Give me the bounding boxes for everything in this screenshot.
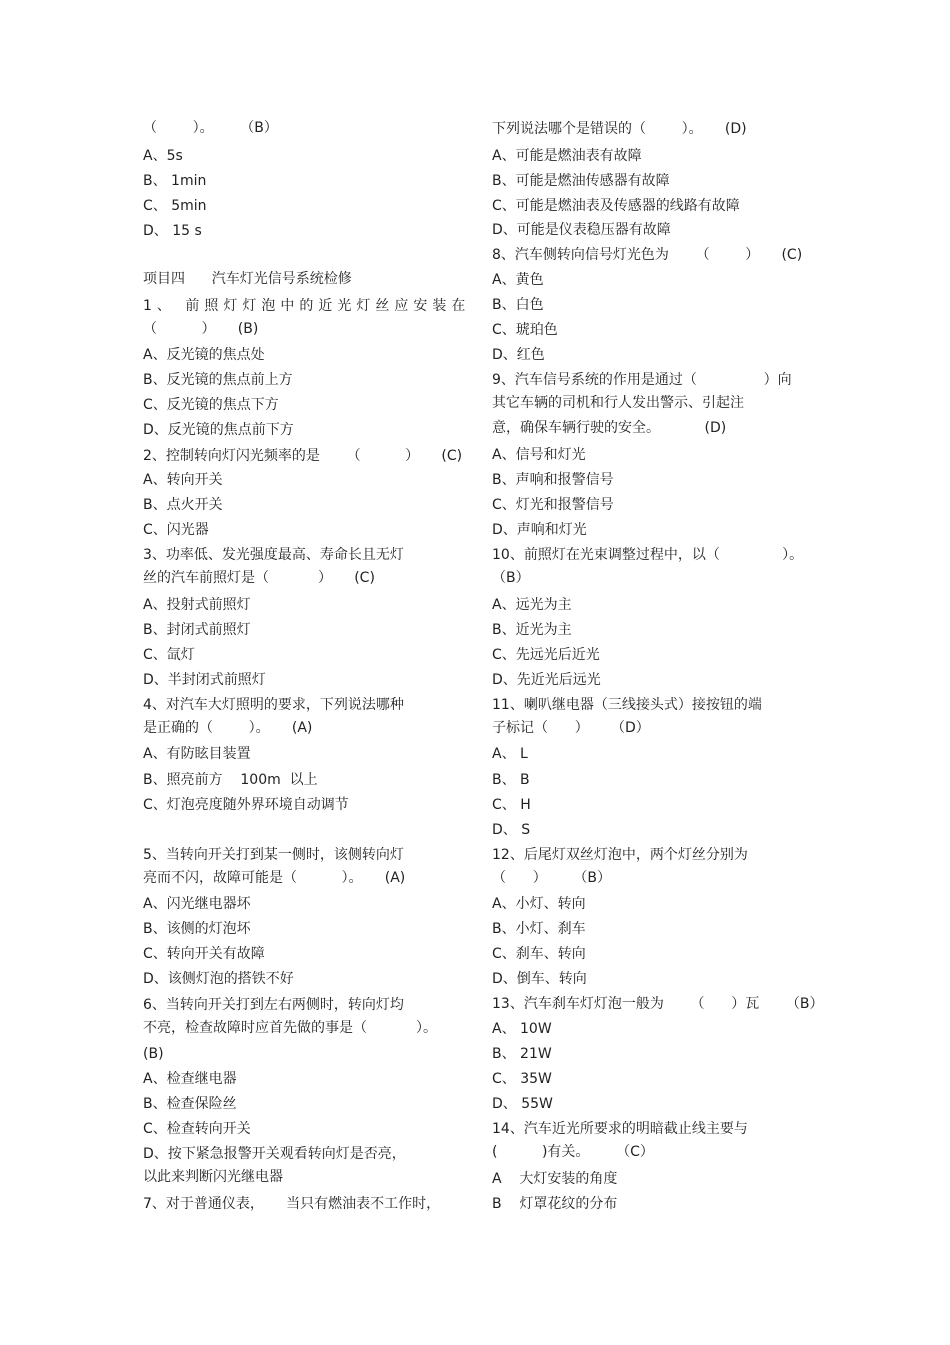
- right-column-line: A、信号和灯光: [492, 447, 586, 463]
- left-column-line: C、 5min: [143, 198, 207, 214]
- left-column-line: (B): [143, 1046, 164, 1062]
- left-column-line: C、转向开关有故障: [143, 946, 265, 962]
- left-column-line: A、投射式前照灯: [143, 597, 251, 613]
- left-column-line: 不亮，检查故障时应首先做的事是（ ）。: [143, 1020, 437, 1036]
- left-column-line: 亮而不闪，故障可能是（ ）。 (A): [143, 870, 406, 886]
- right-column-line: B、 B: [492, 772, 530, 788]
- right-column-line: （B）: [492, 570, 530, 586]
- left-column-line: 项目四 汽车灯光信号系统检修: [143, 271, 352, 287]
- left-column-line: C、反光镜的焦点下方: [143, 397, 279, 413]
- left-column-line: 7、对于普通仪表， 当只有燃油表不工作时，: [143, 1196, 441, 1212]
- left-column-line: D、半封闭式前照灯: [143, 672, 266, 688]
- left-column-line: C、氙灯: [143, 647, 195, 663]
- right-column-line: A、 L: [492, 746, 528, 762]
- left-column-line: 3、功率低、发光强度最高、寿命长且无灯: [143, 547, 404, 563]
- right-column-line: 其它车辆的司机和行人发出警示、引起注: [492, 395, 744, 411]
- right-column-line: A、 10W: [492, 1021, 552, 1037]
- left-column-line: A、有防眩目装置: [143, 746, 251, 762]
- right-column-line: B、可能是燃油传感器有故障: [492, 173, 670, 189]
- left-column-line: 5、当转向开关打到某一侧时，该侧转向灯: [143, 847, 404, 863]
- left-column-line: A、5s: [143, 148, 183, 164]
- right-column-line: D、 55W: [492, 1096, 553, 1112]
- right-column-line: ( )有关。 （C）: [492, 1144, 654, 1160]
- right-column-line: C、琥珀色: [492, 322, 558, 338]
- left-column-line: 1、 前照灯灯泡中的近光灯丝应安装在: [143, 298, 471, 314]
- right-column-line: D、倒车、转向: [492, 971, 587, 987]
- right-column-line: D、红色: [492, 347, 545, 363]
- right-column-line: 子标记（ ） （D）: [492, 720, 650, 736]
- right-column-line: A 大灯安装的角度: [492, 1171, 618, 1187]
- left-column-line: D、按下紧急报警开关观看转向灯是否亮，: [143, 1146, 406, 1162]
- right-column-line: C、先远光后近光: [492, 647, 600, 663]
- left-column-line: C、灯泡亮度随外界环境自动调节: [143, 797, 349, 813]
- left-column-line: （ ） (B): [143, 321, 259, 337]
- right-column-line: C、 35W: [492, 1071, 552, 1087]
- left-column-line: B、封闭式前照灯: [143, 622, 251, 638]
- left-column-line: 是正确的（ ）。 (A): [143, 720, 313, 736]
- left-column-line: 6、当转向开关打到左右两侧时，转向灯均: [143, 997, 404, 1013]
- right-column-line: D、 S: [492, 822, 531, 838]
- right-column-line: 8、汽车侧转向信号灯光色为 （ ） (C): [492, 247, 803, 263]
- right-column-line: C、刹车、转向: [492, 946, 586, 962]
- right-column-line: A、小灯、转向: [492, 896, 586, 912]
- right-column-line: 11、喇叭继电器（三线接头式）接按钮的端: [492, 697, 762, 713]
- right-column-line: B、 21W: [492, 1046, 552, 1062]
- right-column-line: 意，确保车辆行驶的安全。 (D): [492, 420, 727, 436]
- left-column-line: B、 1min: [143, 173, 207, 189]
- right-column-line: 9、汽车信号系统的作用是通过（ ）向: [492, 372, 792, 388]
- left-column-line: 丝的汽车前照灯是（ ） (C): [143, 570, 375, 586]
- left-column-line: B、检查保险丝: [143, 1096, 237, 1112]
- left-column-line: D、 15 s: [143, 223, 202, 239]
- left-column-line: B、该侧的灯泡坏: [143, 921, 251, 937]
- left-column-line: 4、对汽车大灯照明的要求，下列说法哪种: [143, 697, 404, 713]
- right-column-line: C、 H: [492, 797, 531, 813]
- right-column-line: B、小灯、刹车: [492, 921, 586, 937]
- right-column-line: B、近光为主: [492, 622, 572, 638]
- right-column-line: 下列说法哪个是错误的（ ）。 (D): [492, 121, 747, 137]
- left-column-line: B、照亮前方 100m 以上: [143, 772, 318, 788]
- right-column-line: A、黄色: [492, 272, 544, 288]
- left-column-line: A、转向开关: [143, 472, 223, 488]
- right-column-line: B、白色: [492, 297, 544, 313]
- right-column-line: A、可能是燃油表有故障: [492, 148, 642, 164]
- left-column-line: D、反光镜的焦点前下方: [143, 422, 294, 438]
- right-column-line: D、声响和灯光: [492, 522, 587, 538]
- right-column-line: C、灯光和报警信号: [492, 497, 614, 513]
- right-column-line: D、可能是仪表稳压器有故障: [492, 222, 671, 238]
- right-column-line: 12、后尾灯双丝灯泡中，两个灯丝分别为: [492, 847, 748, 863]
- left-column-line: A、闪光继电器坏: [143, 896, 251, 912]
- left-column-line: B、反光镜的焦点前上方: [143, 372, 293, 388]
- left-column-line: （ ）。 （B）: [143, 120, 278, 136]
- right-column-line: 13、汽车刹车灯灯泡一般为 （ ）瓦 （B）: [492, 996, 824, 1012]
- right-column-line: （ ） （B）: [492, 870, 612, 886]
- right-column-line: B 灯罩花纹的分布: [492, 1196, 618, 1212]
- right-column-line: C、可能是燃油表及传感器的线路有故障: [492, 198, 740, 214]
- left-column-line: C、检查转向开关: [143, 1121, 251, 1137]
- right-column-line: B、声响和报警信号: [492, 472, 614, 488]
- left-column-line: A、检查继电器: [143, 1071, 237, 1087]
- left-column-line: C、闪光器: [143, 522, 209, 538]
- right-column-line: 14、汽车近光所要求的明暗截止线主要与: [492, 1121, 748, 1137]
- right-column-line: D、先近光后远光: [492, 672, 601, 688]
- left-column-line: D、该侧灯泡的搭铁不好: [143, 971, 294, 987]
- right-column-line: 10、前照灯在光束调整过程中，以（ ）。: [492, 547, 804, 563]
- right-column-line: A、远光为主: [492, 597, 572, 613]
- left-column-line: B、点火开关: [143, 497, 223, 513]
- left-column-line: 2、控制转向灯闪光频率的是 （ ） (C): [143, 448, 463, 464]
- left-column-line: 以此来判断闪光继电器: [143, 1169, 283, 1185]
- left-column-line: A、反光镜的焦点处: [143, 347, 265, 363]
